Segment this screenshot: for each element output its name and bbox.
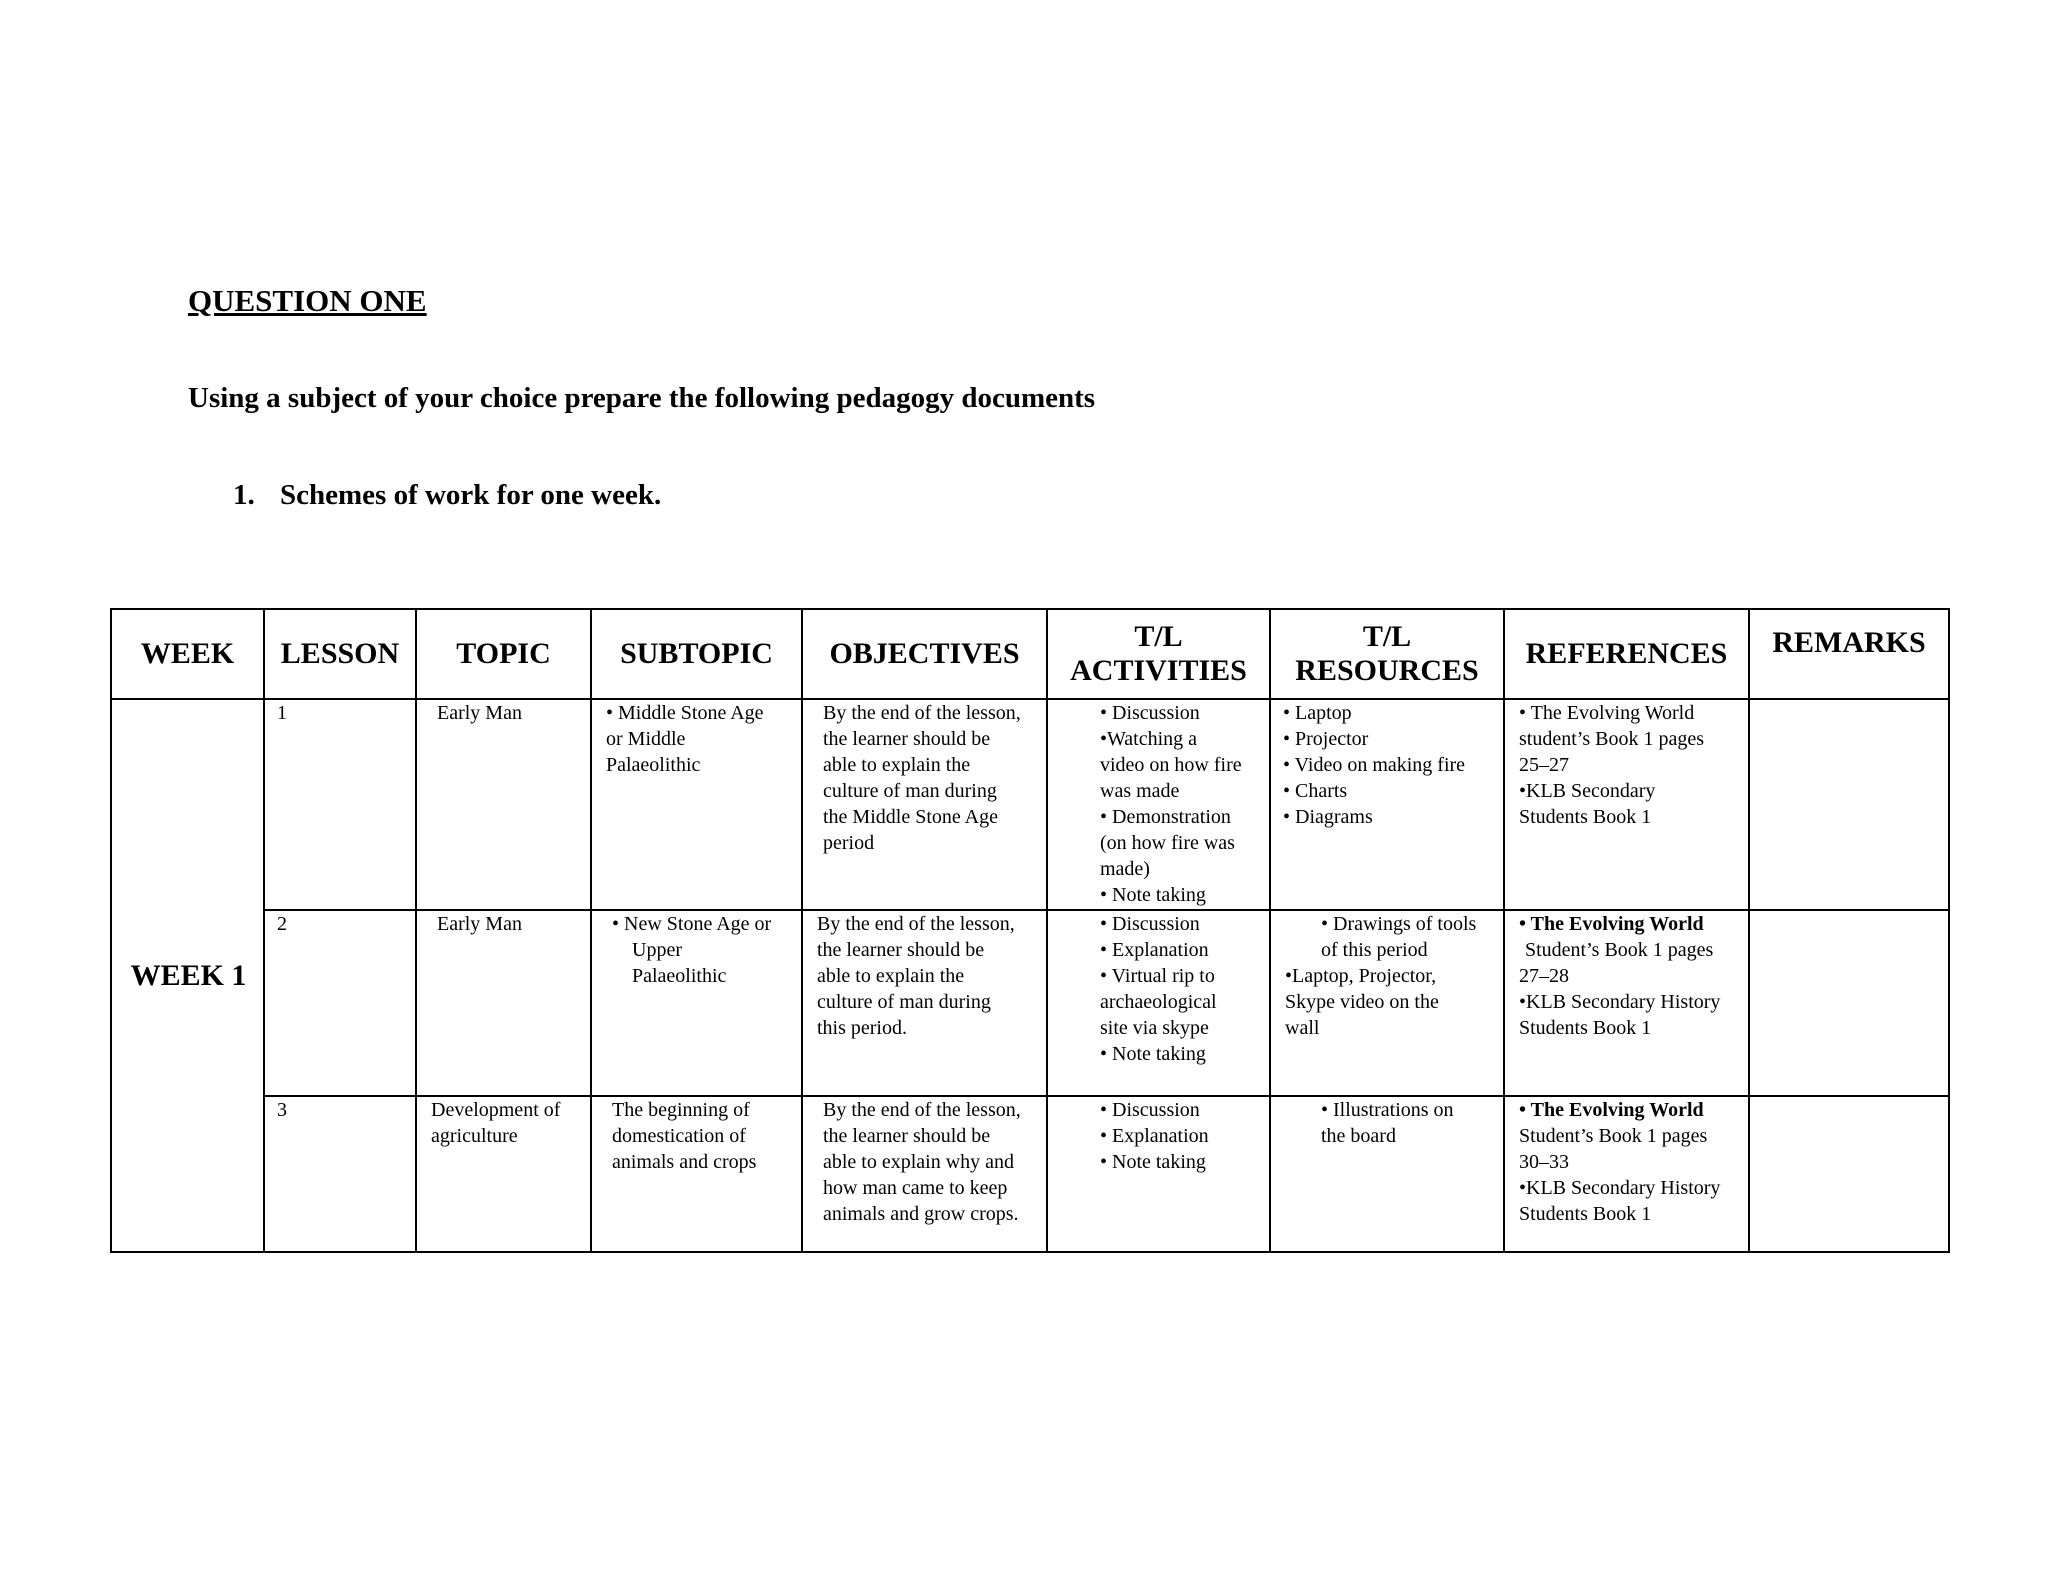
lesson-cell	[264, 910, 416, 1096]
resources-line: of this period	[1321, 939, 1428, 961]
resources-cell	[1270, 699, 1504, 910]
references-line: 27–28	[1519, 965, 1569, 987]
activities-line: • Discussion	[1100, 913, 1200, 935]
remarks-cell	[1749, 1096, 1949, 1252]
objectives-cell	[802, 1096, 1047, 1252]
resources-line: • Drawings of tools	[1321, 913, 1477, 935]
topic-line: Early Man	[437, 913, 522, 935]
activities-line: site via skype	[1100, 1017, 1209, 1039]
lesson-number: 2	[277, 913, 287, 935]
header-week: WEEK	[111, 609, 264, 699]
list-item-text: Schemes of work for one week.	[280, 479, 662, 511]
references-line: •KLB Secondary History	[1519, 991, 1721, 1013]
subtopic-line: • Middle Stone Age	[606, 702, 764, 724]
references-line: Students Book 1	[1519, 1017, 1652, 1039]
lesson-number: 3	[277, 1099, 287, 1121]
header-resources	[1270, 609, 1504, 699]
objectives-line: the learner should be	[817, 939, 985, 961]
topic-cell	[416, 1096, 591, 1252]
lesson-cell	[264, 699, 416, 910]
references-line: •KLB Secondary	[1519, 780, 1656, 802]
subtopic-line: • New Stone Age or	[612, 913, 772, 935]
table-row	[111, 910, 1949, 1096]
header-activities-line1: T/L	[1134, 620, 1183, 654]
activities-line: • Virtual rip to	[1100, 965, 1215, 987]
subtopic-line: or Middle	[606, 728, 686, 750]
resources-line: • Video on making fire	[1283, 754, 1466, 776]
references-cell	[1504, 699, 1749, 910]
header-lesson: LESSON	[264, 609, 416, 699]
activities-line: was made	[1100, 780, 1180, 802]
list-item	[233, 479, 661, 512]
activities-cell	[1047, 699, 1270, 910]
references-line: 30–33	[1519, 1151, 1569, 1173]
subtopic-line: Upper	[632, 939, 682, 961]
references-line: Students Book 1	[1519, 806, 1652, 828]
subtopic-cell	[591, 699, 802, 910]
activities-line: • Explanation	[1100, 1125, 1209, 1147]
references-line: • The Evolving World	[1519, 913, 1704, 935]
activities-line: • Note taking	[1100, 1043, 1206, 1065]
header-activities	[1047, 609, 1270, 699]
resources-cell	[1270, 1096, 1504, 1252]
resources-line: wall	[1285, 1017, 1320, 1039]
references-line: Student’s Book 1 pages	[1519, 1125, 1708, 1147]
references-line: Student’s Book 1 pages	[1525, 939, 1714, 961]
activities-cell	[1047, 1096, 1270, 1252]
activities-line: archaeological	[1100, 991, 1217, 1013]
objectives-line: the Middle Stone Age	[823, 806, 998, 828]
question-heading: QUESTION ONE	[188, 283, 427, 318]
header-subtopic: SUBTOPIC	[591, 609, 802, 699]
objectives-line: culture of man during	[823, 780, 997, 802]
activities-line: video on how fire	[1100, 754, 1242, 776]
topic-line: Development of	[431, 1099, 561, 1121]
activities-line: •Watching a	[1100, 728, 1198, 750]
references-line: 25–27	[1519, 754, 1569, 776]
activities-line: • Demonstration	[1100, 806, 1231, 828]
resources-line: • Laptop	[1283, 702, 1352, 724]
header-row	[111, 609, 1949, 699]
resources-line: • Diagrams	[1283, 806, 1373, 828]
topic-line: Early Man	[437, 702, 522, 724]
subtopic-line: domestication of	[612, 1125, 746, 1147]
objectives-line: period	[823, 832, 875, 854]
lesson-cell	[264, 1096, 416, 1252]
activities-line: • Discussion	[1100, 1099, 1200, 1121]
references-cell	[1504, 910, 1749, 1096]
activities-line: made)	[1100, 858, 1150, 880]
subtopic-line: Palaeolithic	[606, 754, 701, 776]
topic-cell	[416, 910, 591, 1096]
objectives-line: animals and grow crops.	[823, 1203, 1019, 1225]
resources-cell	[1270, 910, 1504, 1096]
scheme-of-work-table	[110, 608, 1950, 1253]
remarks-cell	[1749, 910, 1949, 1096]
subtopic-line: The beginning of	[612, 1099, 750, 1121]
header-topic: TOPIC	[416, 609, 591, 699]
resources-line: • Projector	[1283, 728, 1369, 750]
activities-line: (on how fire was	[1100, 832, 1235, 854]
topic-line: agriculture	[431, 1125, 518, 1147]
subtopic-line: Palaeolithic	[632, 965, 727, 987]
subtopic-line: animals and crops	[612, 1151, 757, 1173]
header-remarks: REMARKS	[1749, 609, 1949, 699]
subtopic-cell	[591, 910, 802, 1096]
objectives-cell	[802, 910, 1047, 1096]
list-item-number: 1.	[233, 479, 255, 511]
week-cell: WEEK 1	[111, 699, 264, 1252]
resources-line: •Laptop, Projector,	[1285, 965, 1437, 987]
references-line: Students Book 1	[1519, 1203, 1652, 1225]
table-row	[111, 1096, 1949, 1252]
objectives-line: By the end of the lesson,	[823, 1099, 1021, 1121]
objectives-line: able to explain the	[823, 754, 971, 776]
objectives-line: this period.	[817, 1017, 907, 1039]
objectives-line: By the end of the lesson,	[817, 913, 1015, 935]
activities-line: • Note taking	[1100, 884, 1206, 906]
references-line: • The Evolving World	[1519, 702, 1695, 724]
references-line: •KLB Secondary History	[1519, 1177, 1721, 1199]
objectives-line: able to explain the	[817, 965, 965, 987]
header-references: REFERENCES	[1504, 609, 1749, 699]
lesson-number: 1	[277, 702, 287, 724]
references-line: student’s Book 1 pages	[1519, 728, 1704, 750]
remarks-cell	[1749, 699, 1949, 910]
references-cell	[1504, 1096, 1749, 1252]
activities-line: • Note taking	[1100, 1151, 1206, 1173]
header-resources-line1: T/L	[1362, 620, 1412, 654]
activities-line: • Explanation	[1100, 939, 1209, 961]
header-activities-line2: ACTIVITIES	[1070, 654, 1247, 687]
objectives-line: the learner should be	[823, 1125, 991, 1147]
objectives-line: culture of man during	[817, 991, 991, 1013]
resources-line: • Illustrations on	[1321, 1099, 1454, 1121]
header-resources-line2: RESOURCES	[1295, 654, 1479, 687]
objectives-line: able to explain why and	[823, 1151, 1015, 1173]
objectives-line: By the end of the lesson,	[823, 702, 1021, 724]
instruction-text: Using a subject of your choice prepare the following pedagogy documents	[188, 382, 1096, 414]
objectives-cell	[802, 699, 1047, 910]
topic-cell	[416, 699, 591, 910]
resources-line: • Charts	[1283, 780, 1348, 802]
references-line: • The Evolving World	[1519, 1099, 1704, 1121]
objectives-line: how man came to keep	[823, 1177, 1008, 1199]
activities-line: • Discussion	[1100, 702, 1200, 724]
subtopic-cell	[591, 1096, 802, 1252]
objectives-line: the learner should be	[823, 728, 991, 750]
resources-line: the board	[1321, 1125, 1396, 1147]
header-objectives: OBJECTIVES	[802, 609, 1047, 699]
resources-line: Skype video on the	[1285, 991, 1439, 1013]
activities-cell	[1047, 910, 1270, 1096]
table-row	[111, 699, 1949, 910]
